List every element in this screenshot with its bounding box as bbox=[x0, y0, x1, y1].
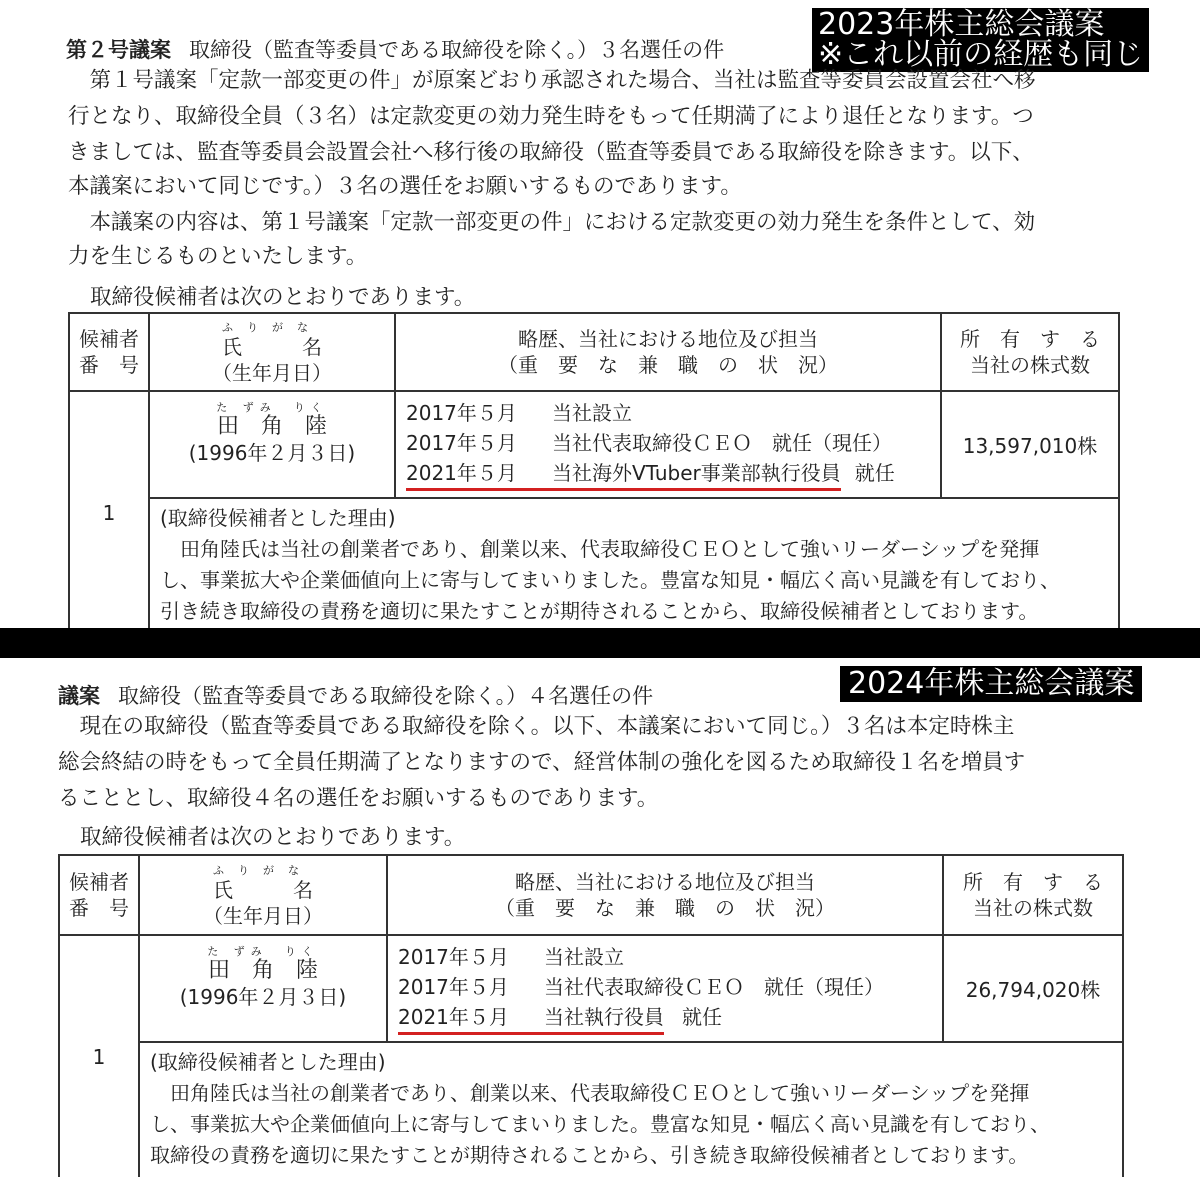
career-underlined bbox=[398, 1002, 664, 1035]
header-name-furigana: ふりがな bbox=[222, 321, 322, 334]
career-date: 2021年５月 bbox=[406, 461, 517, 485]
badge-note: ※これ以前の経歴も同じ bbox=[818, 37, 1144, 72]
header-name-line2: （生年月日） bbox=[203, 904, 323, 928]
candidate-reason bbox=[149, 498, 1119, 628]
proposal-paragraph: 総会終結の時をもって全員任期満了となりますので、経営体制の強化を図るため取締役１名を増員す bbox=[58, 750, 1026, 775]
proposal-paragraph: 本議案の内容は、第１号議案「定款一部変更の件」における定款変更の効力発生を条件として、効 bbox=[68, 210, 1036, 235]
proposal-number: 第２号議案 bbox=[66, 38, 171, 62]
candidate-name-cell bbox=[139, 935, 387, 1042]
header-name-line1: 氏 名 bbox=[222, 335, 322, 359]
candidate-number: 1 bbox=[69, 391, 149, 628]
candidate-name-cell bbox=[149, 391, 395, 498]
candidate-birthdate: (1996年２月３日) bbox=[188, 441, 356, 465]
header-number bbox=[69, 313, 149, 391]
candidate-career bbox=[387, 935, 943, 1042]
career-entry-highlighted bbox=[406, 458, 930, 491]
candidate-name: 田 角 陸 bbox=[207, 958, 318, 983]
table-row bbox=[69, 498, 1119, 628]
reason-line: し、事業拡大や企業価値向上に寄与してまいりました。豊富な知見・幅広く高い見識を有しており、 bbox=[150, 1112, 1050, 1136]
career-entry bbox=[398, 942, 932, 972]
header-shares bbox=[941, 313, 1119, 391]
header-shares-line2: 当社の株式数 bbox=[973, 896, 1093, 920]
reason-line: 取締役の責務を適切に果たすことが期待されることから、引き続き取締役候補者としております。 bbox=[150, 1143, 1029, 1167]
reason-line: 田角陸氏は当社の創業者であり、創業以来、代表取締役ＣＥＯとして強いリーダーシップを発揮 bbox=[160, 537, 1040, 561]
table-row bbox=[59, 935, 1123, 1042]
candidate-number: 1 bbox=[59, 935, 139, 1177]
candidate-table bbox=[58, 854, 1124, 1177]
header-name-furigana: ふりがな bbox=[213, 864, 313, 877]
career-text: 当社執行役員 bbox=[544, 1005, 664, 1029]
header-number-line2: 番 号 bbox=[79, 353, 139, 377]
career-entry bbox=[406, 398, 930, 428]
career-date: 2017年５月 bbox=[398, 945, 509, 969]
table-row bbox=[59, 1042, 1123, 1177]
header-name bbox=[149, 313, 395, 391]
header-number-line1: 候補者 bbox=[79, 327, 139, 351]
career-date: 2017年５月 bbox=[406, 431, 517, 455]
career-text: 当社代表取締役ＣＥＯ 就任（現任） bbox=[544, 975, 884, 999]
candidate-name: 田 角 陸 bbox=[216, 414, 327, 439]
header-career bbox=[395, 313, 941, 391]
header-name-line1: 氏 名 bbox=[213, 878, 313, 902]
header-shares-line1: 所 有 す る bbox=[960, 327, 1100, 351]
proposal-paragraph: 現在の取締役（監査等委員である取締役を除く。以下、本議案において同じ。）３名は本定時株主 bbox=[58, 714, 1015, 739]
header-shares-line2: 当社の株式数 bbox=[970, 353, 1090, 377]
proposal-2024-panel bbox=[0, 658, 1200, 1177]
reason-line: し、事業拡大や企業価値向上に寄与してまいりました。豊富な知見・幅広く高い見識を有しており、 bbox=[160, 568, 1060, 592]
candidate-shares: 13,597,010株 bbox=[941, 391, 1119, 498]
table-row bbox=[69, 391, 1119, 498]
career-suffix: 就任 bbox=[854, 461, 895, 485]
header-career-line1: 略歴、当社における地位及び担当 bbox=[515, 870, 815, 894]
table-header-row bbox=[59, 855, 1123, 935]
candidates-lead: 取締役候補者は次のとおりであります。 bbox=[90, 285, 476, 310]
candidates-lead: 取締役候補者は次のとおりであります。 bbox=[80, 825, 466, 850]
reason-title: (取締役候補者とした理由) bbox=[160, 506, 396, 530]
proposal-paragraph: 第１号議案「定款一部変更の件」が原案どおり承認された場合、当社は監査等委員会設置会社へ移 bbox=[68, 68, 1036, 93]
candidate-reason bbox=[139, 1042, 1123, 1177]
career-text: 当社代表取締役ＣＥＯ 就任（現任） bbox=[552, 431, 892, 455]
header-number bbox=[59, 855, 139, 935]
reason-title: (取締役候補者とした理由) bbox=[150, 1050, 386, 1074]
header-name bbox=[139, 855, 387, 935]
reason-line: 田角陸氏は当社の創業者であり、創業以来、代表取締役ＣＥＯとして強いリーダーシップを発揮 bbox=[150, 1081, 1030, 1105]
panel-separator bbox=[0, 628, 1200, 658]
candidate-birthdate: (1996年２月３日) bbox=[179, 985, 347, 1009]
table-header-row bbox=[69, 313, 1119, 391]
proposal-paragraph: 力を生じるものといたします。 bbox=[68, 244, 368, 269]
proposal-number: 議案 bbox=[58, 684, 100, 708]
career-underlined bbox=[406, 458, 841, 491]
proposal-heading bbox=[58, 680, 653, 710]
career-text: 当社海外VTuber事業部執行役員 bbox=[552, 461, 841, 485]
career-date: 2017年５月 bbox=[406, 401, 517, 425]
career-suffix: 就任 bbox=[682, 1005, 722, 1029]
header-career bbox=[387, 855, 943, 935]
career-date: 2021年５月 bbox=[398, 1005, 509, 1029]
reason-line: 引き続き取締役の責務を適切に果たすことが期待されることから、取締役候補者としております。 bbox=[160, 599, 1039, 623]
candidate-career bbox=[395, 391, 941, 498]
career-entry-highlighted bbox=[398, 1002, 932, 1035]
proposal-title: 取締役（監査等委員である取締役を除く。）３名選任の件 bbox=[189, 38, 725, 62]
career-entry bbox=[398, 972, 932, 1002]
proposal-heading bbox=[66, 34, 724, 64]
header-name-line2: （生年月日） bbox=[212, 361, 332, 385]
header-career-line2: （重 要 な 兼 職 の 状 況） bbox=[498, 353, 838, 377]
header-number-line2: 番 号 bbox=[69, 896, 129, 920]
candidate-table bbox=[68, 312, 1120, 628]
header-shares-line1: 所 有 す る bbox=[963, 870, 1103, 894]
header-number-line1: 候補者 bbox=[69, 870, 129, 894]
proposal-title: 取締役（監査等委員である取締役を除く。）４名選任の件 bbox=[118, 684, 654, 708]
proposal-paragraph: ることとし、取締役４名の選任をお願いするものであります。 bbox=[58, 786, 659, 811]
career-text: 当社設立 bbox=[544, 945, 624, 969]
career-entry bbox=[406, 428, 930, 458]
candidate-furigana: た ずみ りく bbox=[216, 401, 328, 414]
candidate-shares: 26,794,020株 bbox=[943, 935, 1123, 1042]
year-badge-2023 bbox=[812, 8, 1149, 72]
year-badge-2024: 2024年株主総会議案 bbox=[840, 666, 1142, 702]
header-shares bbox=[943, 855, 1123, 935]
header-career-line2: （重 要 な 兼 職 の 状 況） bbox=[495, 896, 835, 920]
proposal-paragraph: 行となり、取締役全員（３名）は定款変更の効力発生時をもって任期満了により退任となります。つ bbox=[68, 104, 1034, 129]
candidate-furigana: た ずみ りく bbox=[207, 945, 319, 958]
header-career-line1: 略歴、当社における地位及び担当 bbox=[518, 327, 818, 351]
career-text: 当社設立 bbox=[552, 401, 632, 425]
badge-title: 2023年株主総会議案 bbox=[818, 7, 1105, 42]
proposal-paragraph: きましては、監査等委員会設置会社へ移行後の取締役（監査等委員である取締役を除きます。以下、 bbox=[68, 140, 1034, 165]
proposal-paragraph: 本議案において同じです。）３名の選任をお願いするものであります。 bbox=[68, 174, 742, 199]
career-date: 2017年５月 bbox=[398, 975, 509, 999]
